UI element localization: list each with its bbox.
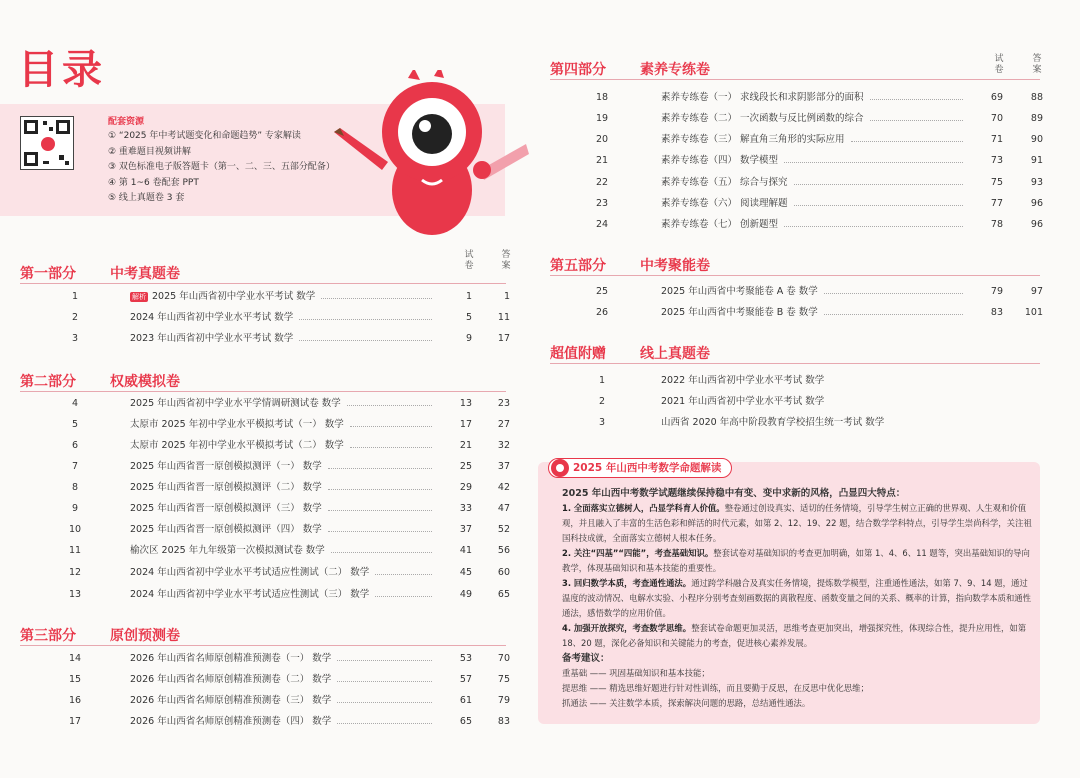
resource-item: ⑤ 线上真题卷 3 套	[108, 193, 185, 203]
answer-page: 11	[497, 312, 510, 323]
section-name: 中考聚能卷	[640, 258, 710, 274]
paper-page: 77	[990, 198, 1003, 209]
item-number: 7	[71, 461, 79, 472]
paper-page: 13	[459, 398, 472, 409]
item-title: 2025 年山西省初中学业水平学情调研测试卷 数学	[130, 398, 341, 409]
paper-page: 73	[990, 155, 1003, 166]
item-title: 2025 年山西省中考聚能卷 A 卷 数学	[661, 286, 818, 297]
qr-code-icon[interactable]	[20, 116, 74, 170]
mascot-eye-icon	[551, 459, 569, 477]
toc-row[interactable]	[573, 281, 1043, 302]
toc-row[interactable]	[573, 129, 1043, 150]
section-name: 中考真题卷	[110, 266, 180, 282]
item-number: 19	[595, 113, 609, 124]
toc-row[interactable]	[40, 540, 510, 561]
dot-leader	[337, 660, 432, 661]
item-number: 1	[71, 291, 79, 302]
toc-row[interactable]	[40, 562, 510, 583]
analysis-badge: 解析	[132, 292, 146, 301]
answer-page: 27	[497, 419, 510, 430]
item-number: 5	[71, 419, 79, 430]
analysis-title: 2025 年山西中考数学命题解读	[548, 458, 732, 478]
section-number: 第四部分	[550, 62, 606, 78]
advice-item: 提思维 —— 精选思维好题进行针对性训练，而且要勤于反思，在反思中优化思维；	[562, 683, 869, 693]
paper-page: 45	[459, 567, 472, 578]
section-number: 第五部分	[550, 258, 606, 274]
advice-item: 重基础 —— 巩固基础知识和基本技能；	[562, 668, 710, 678]
toc-row[interactable]	[40, 690, 510, 711]
analysis-point: 3. 回归数学本质，考查通性通法。通过跨学科融合及真实任务情境，提炼数学模型，注重通性通法，如第 7、9、14 题，通过温度的波动情况、电解水实验、小程序分别考查刻画数据的离散程度、函数变量之间的关系、概率的计算，指向数学本质和通性通法，感悟数学的应用价值。	[562, 578, 1031, 618]
dot-leader	[299, 340, 432, 341]
toc-row[interactable]	[40, 328, 510, 349]
item-title: 素养专练卷（七） 创新题型	[661, 219, 779, 230]
item-title: 素养专练卷（五） 综合与探究	[661, 177, 788, 188]
paper-page: 41	[459, 545, 472, 556]
paper-page: 70	[990, 113, 1003, 124]
answer-page: 91	[1030, 155, 1043, 166]
item-title: 素养专练卷（三） 解直角三角形的实际应用	[661, 134, 845, 145]
item-title: 2026 年山西省名师原创精准预测卷（四） 数学	[130, 716, 332, 727]
resource-list	[108, 129, 335, 207]
paper-page: 83	[990, 307, 1003, 318]
dot-leader	[794, 184, 963, 185]
dot-leader	[784, 162, 963, 163]
analysis-intro: 2025 年山西中考数学试题继续保持稳中有变、变中求新的风格，凸显四大特点：	[562, 488, 906, 499]
paper-page: 25	[459, 461, 472, 472]
paper-page: 65	[459, 716, 472, 727]
resource-item: ④ 第 1~6 卷配套 PPT	[108, 177, 199, 188]
item-title: 2022 年山西省初中学业水平考试 数学	[661, 375, 825, 386]
analysis-body	[562, 486, 1032, 711]
paper-page: 78	[990, 219, 1003, 230]
item-number: 9	[71, 503, 79, 514]
answer-page: 89	[1030, 113, 1043, 124]
item-title: 2024 年山西省初中学业水平考试 数学	[130, 312, 294, 323]
dot-leader	[299, 319, 432, 320]
toc-row[interactable]	[40, 307, 510, 328]
dot-leader	[824, 314, 963, 315]
item-title: 2025 年山西省晋一原创模拟测评（四） 数学	[130, 524, 322, 535]
section-header	[550, 254, 1040, 276]
toc-row[interactable]	[40, 435, 510, 456]
item-number: 6	[71, 440, 79, 451]
toc-row[interactable]	[573, 150, 1043, 171]
answer-page: 56	[497, 545, 510, 556]
item-number: 20	[595, 134, 609, 145]
section-number: 第三部分	[20, 628, 76, 644]
item-title: 素养专练卷（四） 数学模型	[661, 155, 779, 166]
item-title: 2025 年山西省晋一原创模拟测评（一） 数学	[130, 461, 322, 472]
item-number: 18	[595, 92, 609, 103]
item-number: 22	[595, 177, 609, 188]
item-title: 山西省 2020 年高中阶段教育学校招生统一考试 数学	[661, 417, 885, 428]
item-title: 2026 年山西省名师原创精准预测卷（三） 数学	[130, 695, 332, 706]
toc-row[interactable]	[573, 302, 1043, 323]
answer-page: 79	[497, 695, 510, 706]
item-title: 2025 年山西省中考聚能卷 B 卷 数学	[661, 307, 818, 318]
section-name: 权威模拟卷	[110, 374, 180, 390]
toc-row[interactable]	[40, 498, 510, 519]
toc-row[interactable]	[40, 584, 510, 605]
item-number: 4	[71, 398, 79, 409]
answer-page: 17	[497, 333, 510, 344]
item-title: 太原市 2025 年初中学业水平模拟考试（一） 数学	[130, 419, 344, 430]
item-number: 11	[68, 545, 82, 556]
answer-page: 65	[497, 589, 510, 600]
toc-row[interactable]	[573, 87, 1043, 108]
toc-row[interactable]	[573, 193, 1043, 214]
paper-page: 5	[465, 312, 472, 323]
item-title: 2026 年山西省名师原创精准预测卷（二） 数学	[130, 674, 332, 685]
paper-page: 9	[465, 333, 472, 344]
item-title: 2023 年山西省初中学业水平考试 数学	[130, 333, 294, 344]
answer-page: 42	[497, 482, 510, 493]
dot-leader	[794, 205, 963, 206]
paper-page: 29	[459, 482, 472, 493]
answer-page: 47	[497, 503, 510, 514]
answer-page: 52	[497, 524, 510, 535]
item-number: 10	[68, 524, 82, 535]
section-header	[20, 370, 506, 392]
answer-page: 1	[503, 291, 510, 302]
answer-page: 97	[1030, 286, 1043, 297]
toc-row[interactable]	[40, 477, 510, 498]
section-name: 素养专练卷	[640, 62, 710, 78]
section-header	[550, 342, 1040, 364]
resource-item: ② 重难题目视频讲解	[108, 146, 191, 157]
analysis-point: 4. 加强开放探究，考查数学思维。整套试卷命题更加灵活，思维考查更加突出，增强探究性，体现综合性，提升应用性，如第 18、20 题，深化必备知识和关键能力的考查，促进核心素养发展。	[562, 623, 1027, 648]
section-number: 第二部分	[20, 374, 76, 390]
toc-row[interactable]	[40, 286, 510, 307]
dot-leader	[328, 489, 432, 490]
item-number: 25	[595, 286, 609, 297]
section-header	[20, 624, 506, 646]
dot-leader	[375, 574, 432, 575]
item-number: 24	[595, 219, 609, 230]
toc-row[interactable]	[40, 519, 510, 540]
answer-page: 75	[497, 674, 510, 685]
mascot-illustration	[330, 70, 530, 240]
section-name: 原创预测卷	[110, 628, 180, 644]
answer-page: 70	[497, 653, 510, 664]
item-number: 3	[598, 417, 606, 428]
dot-leader	[328, 468, 432, 469]
dot-leader	[375, 596, 432, 597]
toc-row[interactable]	[573, 172, 1043, 193]
section-name: 线上真题卷	[640, 346, 710, 362]
resource-heading: 配套资源	[108, 117, 145, 127]
item-number: 2	[598, 396, 606, 407]
dot-leader	[337, 723, 432, 724]
dot-leader	[331, 552, 432, 553]
item-title: 素养专练卷（一） 求线段长和求阴影部分的面积	[661, 92, 864, 103]
item-title: 2025 年山西省晋一原创模拟测评（二） 数学	[130, 482, 322, 493]
paper-page: 57	[459, 674, 472, 685]
section-header	[550, 58, 1040, 80]
toc-row[interactable]	[40, 669, 510, 690]
dot-leader	[328, 531, 432, 532]
paper-page: 1	[465, 291, 472, 302]
item-number: 14	[68, 653, 82, 664]
item-title: 2024 年山西省初中学业水平考试适应性测试（二） 数学	[130, 567, 370, 578]
dot-leader	[350, 426, 432, 427]
toc-row[interactable]	[40, 414, 510, 435]
col-header-answer: 答 案	[501, 250, 511, 271]
item-number: 26	[595, 307, 609, 318]
paper-page: 17	[459, 419, 472, 430]
col-header-answer: 答 案	[1032, 54, 1042, 75]
item-title: 2025 年山西省晋一原创模拟测评（三） 数学	[130, 503, 322, 514]
paper-page: 71	[990, 134, 1003, 145]
item-number: 21	[595, 155, 609, 166]
answer-page: 93	[1030, 177, 1043, 188]
toc-row[interactable]	[573, 412, 933, 433]
item-title: 榆次区 2025 年九年级第一次模拟测试卷 数学	[130, 545, 325, 556]
item-number: 13	[68, 589, 82, 600]
dot-leader	[347, 405, 432, 406]
answer-page: 83	[497, 716, 510, 727]
page-title: 目录	[18, 47, 106, 93]
toc-row[interactable]	[573, 214, 1043, 235]
toc-row[interactable]	[40, 393, 510, 414]
dot-leader	[321, 298, 432, 299]
paper-page: 21	[459, 440, 472, 451]
item-number: 17	[68, 716, 82, 727]
item-number: 2	[71, 312, 79, 323]
paper-page: 33	[459, 503, 472, 514]
item-number: 8	[71, 482, 79, 493]
item-title: 2026 年山西省名师原创精准预测卷（一） 数学	[130, 653, 332, 664]
section-number: 超值附赠	[550, 346, 606, 362]
item-title: 2021 年山西省初中学业水平考试 数学	[661, 396, 825, 407]
col-header-paper: 试 卷	[994, 54, 1004, 75]
dot-leader	[824, 293, 963, 294]
analysis-point: 1. 全面落实立德树人，凸显学科育人价值。整卷通过创设真实、适切的任务情境，引导学生树立正确的世界观、人生观和价值观，并且融入了丰富的生活色彩和鲜活的时代元素，如第 2、12、19、22 题，结合数学学科特点，引导学生崇尚科学，关注祖国科技成就，全面落实立德树人根本任务。	[562, 503, 1032, 543]
answer-page: 96	[1030, 219, 1043, 230]
col-header-paper: 试 卷	[464, 250, 474, 271]
advice-item: 抓通法 —— 关注数学本质，探索解决问题的思路，总结通性通法。	[562, 698, 811, 708]
analysis-point: 2. 关注“四基”“四能”，考查基础知识。整套试卷对基础知识的考查更加明确，如第 1、4、6、11 题等，突出基础知识的导向教学，体现基础知识和基本技能的重要性。	[562, 548, 1030, 573]
item-number: 3	[71, 333, 79, 344]
dot-leader	[350, 447, 432, 448]
toc-row[interactable]	[40, 456, 510, 477]
dot-leader	[870, 120, 963, 121]
answer-page: 96	[1030, 198, 1043, 209]
paper-page: 53	[459, 653, 472, 664]
answer-page: 37	[497, 461, 510, 472]
answer-page: 101	[1024, 307, 1043, 318]
dot-leader	[337, 702, 432, 703]
advice-heading: 备考建议：	[562, 653, 610, 664]
resource-item: ① “2025 年中考试题变化和命题趋势” 专家解读	[108, 131, 301, 141]
paper-page: 79	[990, 286, 1003, 297]
answer-page: 88	[1030, 92, 1043, 103]
section-header	[20, 262, 506, 284]
paper-page: 37	[459, 524, 472, 535]
section-number: 第一部分	[20, 266, 76, 282]
item-title: 解析 2025 年山西省初中学业水平考试 数学	[132, 291, 316, 302]
answer-page: 23	[497, 398, 510, 409]
answer-page: 60	[497, 567, 510, 578]
item-title: 素养专练卷（二） 一次函数与反比例函数的综合	[661, 113, 864, 124]
paper-page: 61	[459, 695, 472, 706]
paper-page: 49	[459, 589, 472, 600]
item-number: 16	[68, 695, 82, 706]
resource-item: ③ 双色标准电子版答题卡（第一、二、三、五部分配备）	[108, 162, 335, 172]
paper-page: 69	[990, 92, 1003, 103]
toc-row[interactable]	[40, 711, 510, 732]
dot-leader	[851, 141, 963, 142]
toc-row[interactable]	[573, 108, 1043, 129]
item-number: 12	[68, 567, 82, 578]
answer-page: 32	[497, 440, 510, 451]
dot-leader	[784, 226, 963, 227]
item-title: 太原市 2025 年初中学业水平模拟考试（二） 数学	[130, 440, 344, 451]
dot-leader	[328, 510, 432, 511]
item-number: 15	[68, 674, 82, 685]
toc-row[interactable]	[40, 648, 510, 669]
answer-page: 90	[1030, 134, 1043, 145]
item-number: 23	[595, 198, 609, 209]
item-title: 2024 年山西省初中学业水平考试适应性测试（三） 数学	[130, 589, 370, 600]
dot-leader	[870, 99, 963, 100]
dot-leader	[337, 681, 432, 682]
item-number: 1	[598, 375, 606, 386]
paper-page: 75	[990, 177, 1003, 188]
item-title: 素养专练卷（六） 阅读理解题	[661, 198, 788, 209]
toc-row[interactable]	[573, 391, 903, 412]
toc-row[interactable]	[573, 370, 903, 391]
